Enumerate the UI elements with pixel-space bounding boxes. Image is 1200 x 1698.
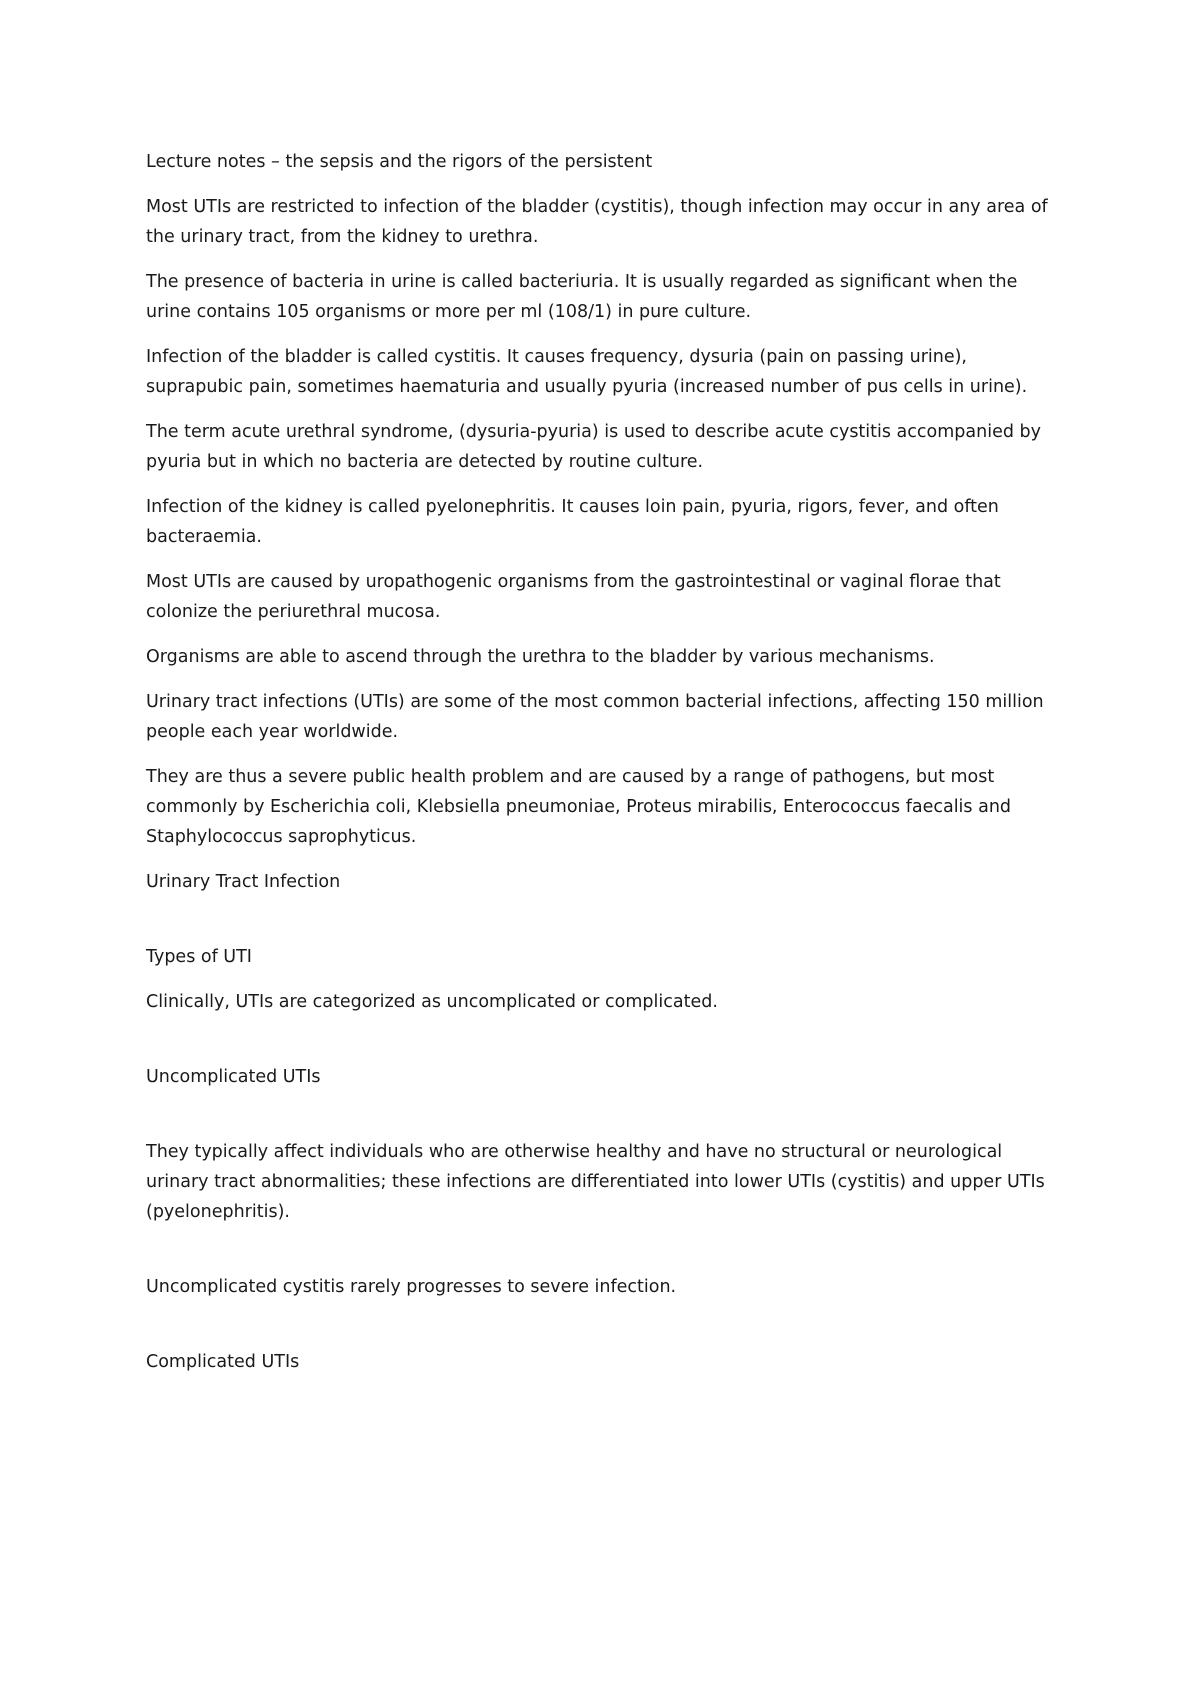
heading-complicated-utis: Complicated UTIs	[146, 1352, 300, 1372]
heading-uncomplicated-utis: Uncomplicated UTIs	[146, 1067, 321, 1087]
paragraph-uncomplicated-description: They typically affect individuals who are otherwise healthy and have no structural or neurological urinary tract abnormalities; these infections are differentiated into lower UTIs (cystitis) and upper UTIs (pyelonephritis).	[146, 1142, 1045, 1222]
paragraph-uropathogenic-organisms: Most UTIs are caused by uropathogenic organisms from the gastrointestinal or vaginal florae that colonize the periurethral mucosa.	[146, 572, 1001, 622]
paragraph-uti-prevalence: Urinary tract infections (UTIs) are some of the most common bacterial infections, affecting 150 million people each year worldwide.	[146, 692, 1044, 742]
paragraph-ascend-mechanisms: Organisms are able to ascend through the urethra to the bladder by various mechanisms.	[146, 647, 935, 667]
heading-urinary-tract-infection: Urinary Tract Infection	[146, 872, 341, 892]
lecture-title: Lecture notes – the sepsis and the rigors of the persistent	[146, 152, 653, 172]
paragraph-uncomplicated-cystitis: Uncomplicated cystitis rarely progresses to severe infection.	[146, 1277, 677, 1297]
paragraph-cystitis: Infection of the bladder is called cystitis. It causes frequency, dysuria (pain on passing urine), suprapubic pain, sometimes haematuria and usually pyuria (increased number of pus cells in urine).	[146, 347, 1028, 397]
paragraph-pathogens: They are thus a severe public health problem and are caused by a range of pathogens, but most commonly by Escherichia coli, Klebsiella pneumoniae, Proteus mirabilis, Enterococcus faecalis and Staphylococcus saprophyticus.	[146, 767, 1012, 847]
paragraph-utis-restricted: Most UTIs are restricted to infection of the bladder (cystitis), though infection may occur in any area of the urinary tract, from the kidney to urethra.	[146, 197, 1048, 247]
document-body	[146, 147, 1066, 1377]
paragraph-bacteriuria: The presence of bacteria in urine is called bacteriuria. It is usually regarded as significant when the urine contains 105 organisms or more per ml (108/1) in pure culture.	[146, 272, 1018, 322]
paragraph-urethral-syndrome: The term acute urethral syndrome, (dysuria-pyuria) is used to describe acute cystitis accompanied by pyuria but in which no bacteria are detected by routine culture.	[146, 422, 1041, 472]
paragraph-pyelonephritis: Infection of the kidney is called pyelonephritis. It causes loin pain, pyuria, rigors, fever, and often bacteraemia.	[146, 497, 999, 547]
heading-types-of-uti: Types of UTI	[146, 947, 252, 967]
paragraph-clinically: Clinically, UTIs are categorized as uncomplicated or complicated.	[146, 992, 718, 1012]
